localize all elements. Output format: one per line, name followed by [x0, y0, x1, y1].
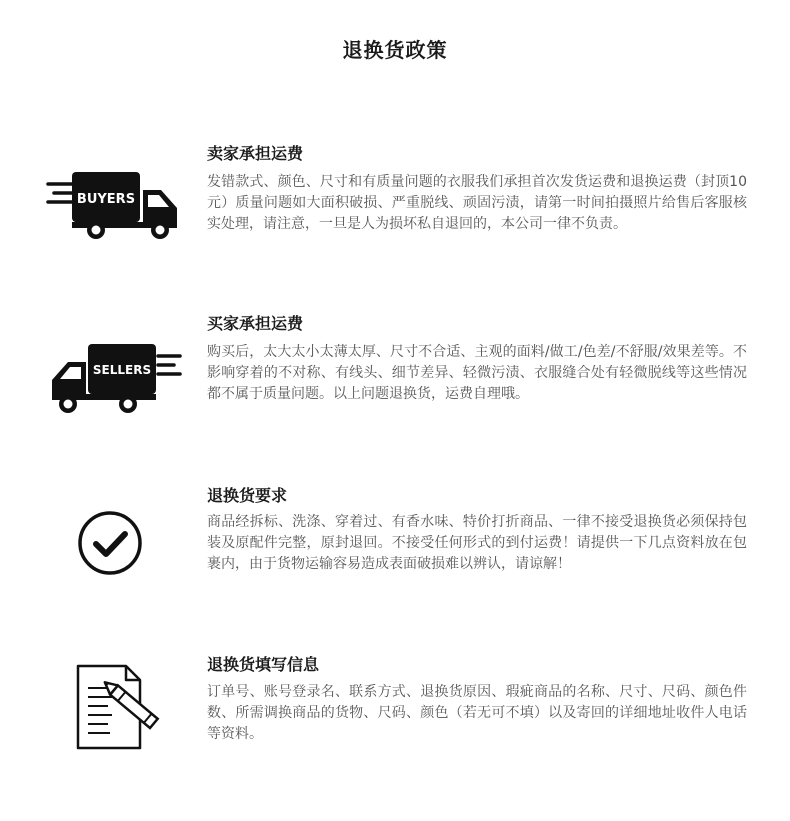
section-heading: 买家承担运费: [207, 314, 304, 333]
section-body: 发错款式、颜色、尺寸和有质量问题的衣服我们承担首次发货运费和退换运费（封顶10元）质量问题如大面积破损、严重脱线、顽固污渍，请第一时间拍摄照片给售后客服核实处理，请注意，一旦是人为损坏私自退回的，本公司一律不负责。: [207, 174, 747, 232]
section-heading: 卖家承担运费: [207, 144, 304, 163]
document-edit-icon: [74, 664, 168, 750]
section-heading: 退换货填写信息: [207, 655, 320, 674]
truck-icon: [46, 340, 186, 418]
section-body: 订单号、账号登录名、联系方式、退换货原因、瑕疵商品的名称、尺寸、尺码、颜色件数、所需调换商品的货物、尺码、颜色（若无可不填）以及寄回的详细地址收件人电话等资料。: [207, 684, 747, 742]
truck-icon: [44, 168, 184, 244]
section-body: 购买后，太大太小太薄太厚、尺寸不合适、主观的面料/做工/色差/不舒服/效果差等。不影响穿着的不对称、有线头、细节差异、轻微污渍、衣服缝合处有轻微脱线等这些情况都不属于质量问题。以上问题退换货，运费自理哦。: [207, 344, 747, 402]
check-circle-icon: [76, 509, 144, 577]
section-body: 商品经拆标、洗涤、穿着过、有香水味、特价打折商品、一律不接受退换货必须保持包装及原配件完整，原封退回。不接受任何形式的到付运费！请提供一下几点资料放在包裹内，由于货物运输容易造成表面破损难以辨认，请谅解！: [207, 514, 747, 572]
truck-badge-text: BUYERS: [76, 192, 136, 207]
truck-badge-text: SELLERS: [92, 363, 152, 377]
section-heading: 退换货要求: [207, 486, 288, 505]
page-title: 退换货政策: [342, 38, 448, 62]
